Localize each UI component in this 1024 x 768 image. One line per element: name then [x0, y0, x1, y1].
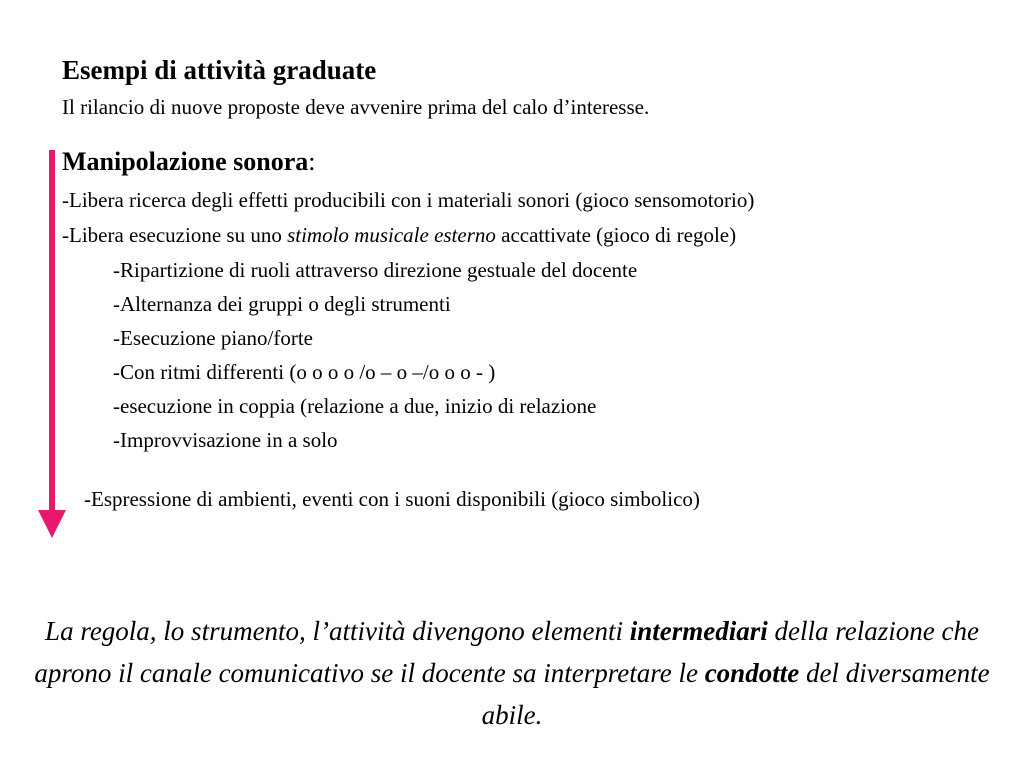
activity-line-2-pre: -Libera esecuzione su uno: [62, 223, 288, 247]
sub-item: -Esecuzione piano/forte: [113, 326, 313, 350]
sub-item: -esecuzione in coppia (relazione a due, inizio di relazione: [113, 394, 597, 418]
activity-line-2-post: accattivate (gioco di regole): [495, 223, 737, 247]
section-heading-colon: :: [308, 147, 316, 176]
conclusion-part-2: della relazione che aprono il canale comunicativo se il docente sa interpretare le: [34, 616, 979, 688]
section-heading-text: Manipolazione sonora: [62, 147, 309, 176]
sub-item: -Alternanza dei gruppi o degli strumenti: [113, 292, 451, 316]
arrow-head: [38, 510, 66, 538]
arrow-shaft: [49, 150, 55, 510]
conclusion-bold-1: intermediari: [629, 616, 768, 646]
sub-item: -Con ritmi differenti (o o o o /o – o –/o o o - ): [113, 360, 496, 384]
conclusion-text: [30, 610, 994, 736]
activity-line-2: [62, 221, 736, 249]
activity-line-2-italic: stimolo musicale esterno: [287, 223, 496, 247]
slide-title: Esempi di attività graduate: [62, 55, 377, 85]
slide-subtitle: Il rilancio di nuove proposte deve avvenire prima del calo d’interesse.: [62, 95, 650, 119]
activity-line-1: -Libera ricerca degli effetti producibili con i materiali sonori (gioco sensomotorio): [62, 188, 755, 212]
conclusion-bold-2: condotte: [704, 658, 800, 688]
expression-line: -Espressione di ambienti, eventi con i suoni disponibili (gioco simbolico): [84, 487, 700, 511]
sub-item: -Improvvisazione in a solo: [113, 428, 338, 452]
sub-item: -Ripartizione di ruoli attraverso direzione gestuale del docente: [113, 258, 638, 282]
section-heading: [62, 146, 316, 178]
conclusion-part-3: del diversamente abile.: [481, 658, 990, 730]
conclusion-part-1: La regola, lo strumento, l’attività divengono elementi: [45, 616, 630, 646]
